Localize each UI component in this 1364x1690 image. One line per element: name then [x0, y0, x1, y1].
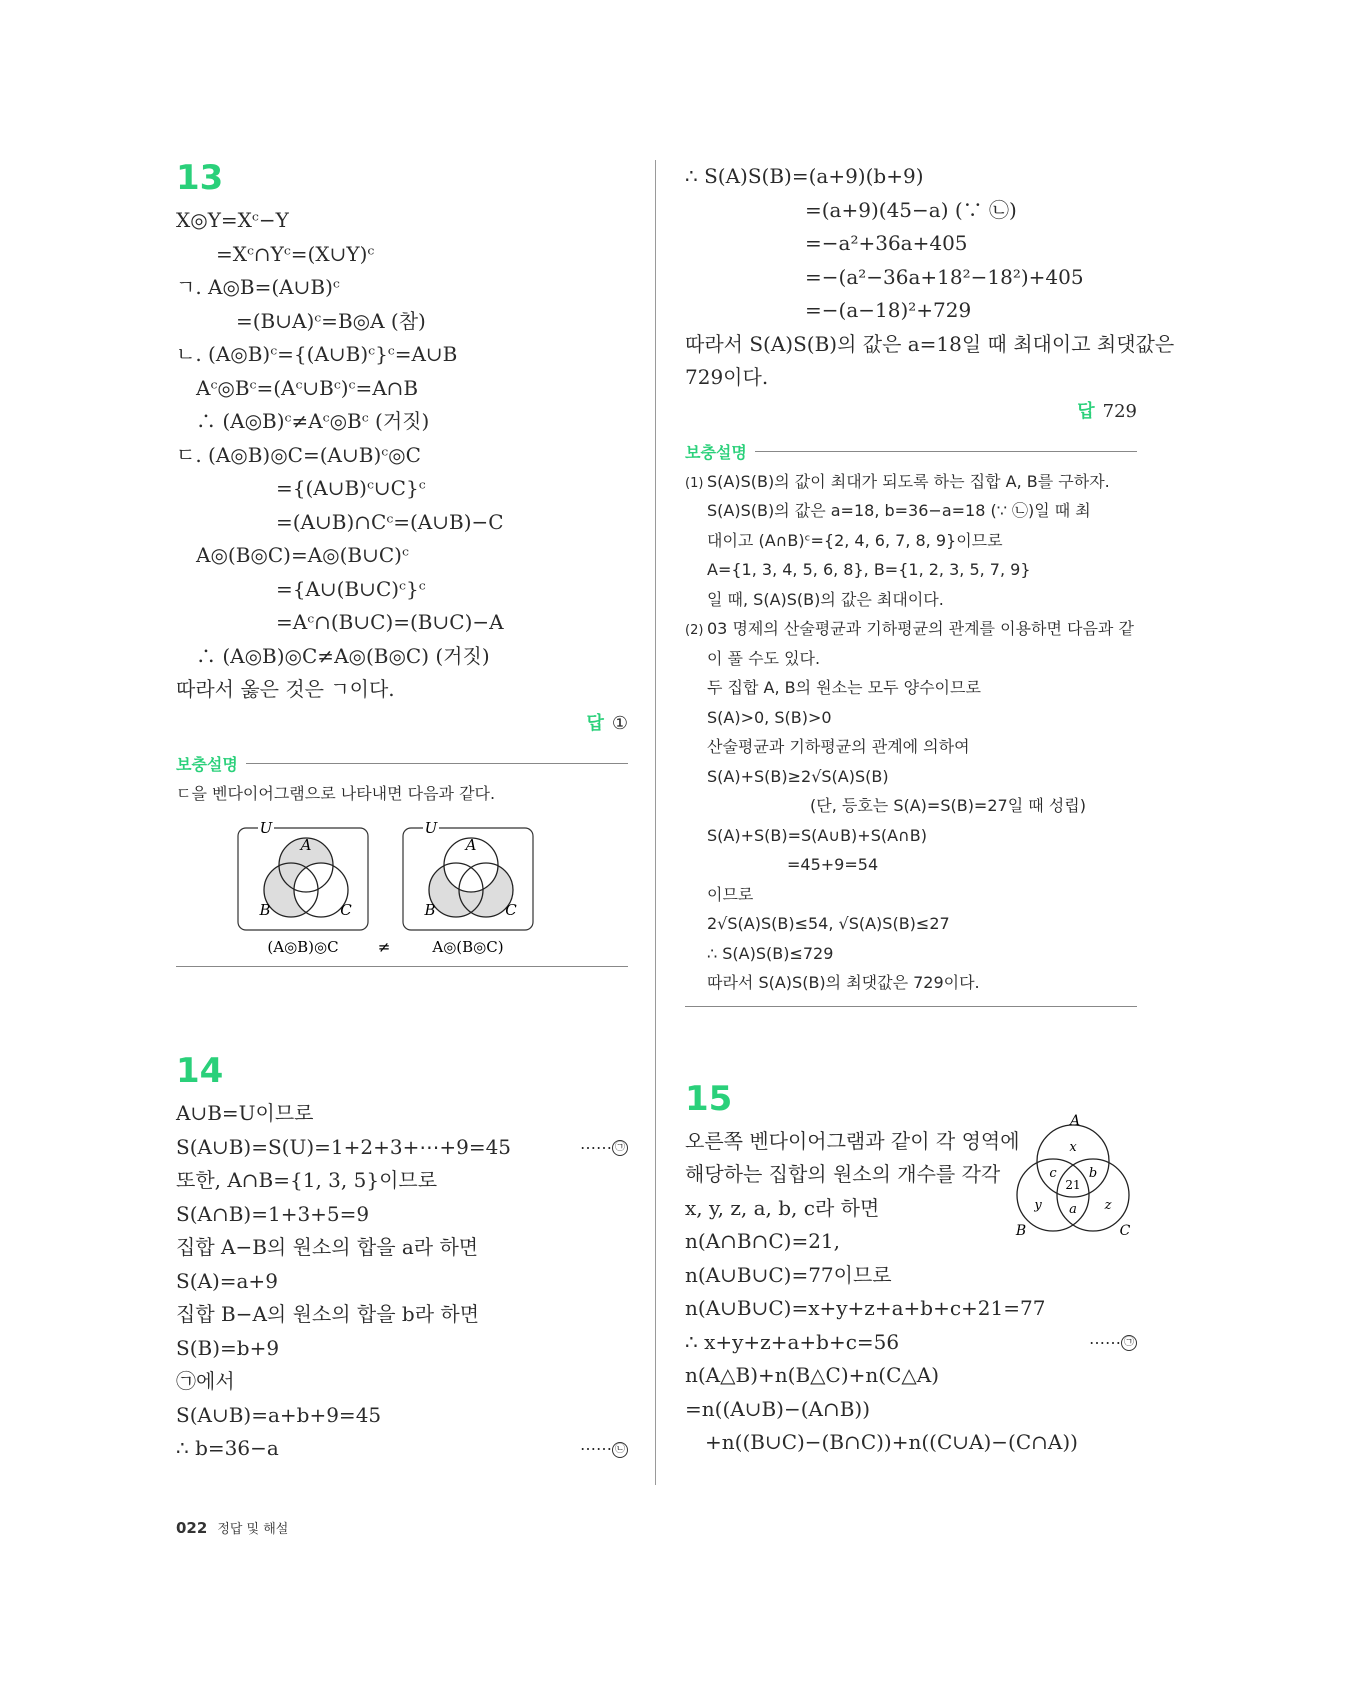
supplement-text: 산술평균과 기하평균의 관계에 의하여	[707, 737, 970, 756]
problem-13-answer	[176, 707, 628, 741]
solution-line: =Xᶜ∩Yᶜ=(X∪Y)ᶜ	[176, 241, 375, 266]
supplement-line	[685, 496, 1137, 526]
solution-line	[176, 1399, 628, 1433]
supplement-title: 보충설명	[685, 443, 747, 462]
marker-dots: ⋯⋯	[580, 1137, 612, 1157]
supplement-text: S(A)>0, S(B)>0	[707, 707, 832, 727]
venn15-a: A	[1069, 1112, 1081, 1129]
solution-line	[685, 1393, 1137, 1427]
solution-line: A◎(B◎C)=A◎(B∪C)ᶜ	[176, 543, 409, 567]
supplement-text: 대이고 (A∩B)ᶜ={2, 4, 6, 7, 8, 9}이므로	[707, 530, 1003, 550]
solution-line: ㄷ. (A◎B)◎C=(A∪B)ᶜ◎C	[176, 442, 421, 467]
equation-marker	[1089, 1326, 1137, 1360]
solution-line: ㄱ. A◎B=(A∪B)ᶜ	[176, 275, 340, 299]
marker-dots: ⋯⋯	[1089, 1332, 1121, 1352]
marker-label: ㉠	[612, 1140, 628, 1156]
solution-text: +n((B∪C)−(B∩C))+n((C∪A)−(C∩A))	[685, 1430, 1078, 1454]
supplement-line	[685, 673, 1137, 703]
solution-text: =n((A∪B)−(A∩B))	[685, 1396, 871, 1421]
supplement-text: ∴ S(A)S(B)≤729	[707, 943, 834, 963]
venn15-x: x	[1069, 1139, 1077, 1155]
solution-text: 오른쪽 벤다이어그램과 같이 각 영역에	[685, 1128, 1020, 1153]
solution-text: ㉠에서	[176, 1369, 235, 1393]
left-column	[176, 160, 628, 1466]
solution-line: ∴ S(A)S(B)=(a+9)(b+9)	[685, 164, 924, 188]
solution-line: =−a²+36a+405	[685, 231, 968, 255]
solution-line: ㄴ. (A◎B)ᶜ={(A∪B)ᶜ}ᶜ=A∪B	[176, 342, 458, 366]
supplement-line	[685, 968, 1137, 998]
solution-line: =(a+9)(45−a) (∵ ㉡)	[685, 197, 1017, 222]
supplement-line	[685, 880, 1137, 910]
supplement-text: ㄷ을 벤다이어그램으로 나타내면 다음과 같다.	[176, 783, 496, 803]
supplement-text: S(A)S(B)의 값은 a=18, b=36−a=18 (∵ ㉡)일 때 최	[707, 501, 1091, 520]
supplement-text: A={1, 3, 4, 5, 6, 8}, B={1, 2, 3, 5, 7, 9}	[707, 560, 1031, 579]
solution-line	[176, 1198, 628, 1232]
solution-text: S(A∪B)=S(U)=1+2+3+⋯+9=45	[176, 1134, 512, 1159]
supplement-line	[685, 644, 1137, 674]
venn-right-b-label: B	[424, 901, 436, 919]
solution-text: 집합 A−B의 원소의 합을 a라 하면	[176, 1235, 479, 1259]
solution-line	[176, 1265, 628, 1299]
venn15-c: C	[1119, 1222, 1131, 1239]
answer-label: 답	[586, 712, 604, 734]
supplement-header-14	[685, 437, 1137, 467]
supplement-line	[685, 762, 1137, 792]
solution-line: =−(a−18)²+729	[685, 298, 972, 322]
solution-line: ∴ (A◎B)ᶜ≠Aᶜ◎Bᶜ (거짓)	[176, 409, 430, 433]
venn15-c-region: c	[1049, 1165, 1057, 1181]
supplement-text: S(A)+S(B)=S(A∪B)+S(A∩B)	[707, 825, 927, 845]
solution-line: =(A∪B)∩Cᶜ=(A∪B)−C	[176, 509, 504, 534]
supplement-line	[685, 791, 1137, 821]
solution-text: ∴ b=36−a	[176, 1436, 279, 1460]
venn-neq: ≠	[377, 938, 391, 956]
solution-text: x, y, z, a, b, c라 하면	[685, 1195, 880, 1220]
supplement-text: 두 집합 A, B의 원소는 모두 양수이므로	[707, 678, 981, 697]
supplement-text: 2√S(A)S(B)≤54, √S(A)S(B)≤27	[707, 914, 950, 933]
solution-line: X◎Y=Xᶜ−Y	[176, 208, 289, 232]
venn-right-u-label: U	[424, 819, 438, 837]
supplement-header	[176, 749, 628, 779]
page-footer	[176, 1518, 288, 1537]
supplement-title: 보충설명	[176, 755, 238, 774]
solution-line	[176, 1164, 628, 1198]
solution-text: S(A∩B)=1+3+5=9	[176, 1201, 370, 1226]
supplement-text: (단, 등호는 S(A)=S(B)=27일 때 성립)	[810, 796, 1086, 815]
solution-line: =−(a²−36a+18²−18²)+405	[685, 264, 1084, 289]
marker-label: ㉠	[1121, 1335, 1137, 1351]
venn15-a-region: a	[1069, 1201, 1077, 1217]
supplement-line	[685, 585, 1137, 615]
venn15-z: z	[1104, 1197, 1112, 1213]
answer-label: 답	[1077, 400, 1095, 422]
solution-text: 또한, A∩B={1, 3, 5}이므로	[176, 1168, 438, 1192]
venn15-center: 21	[1065, 1177, 1081, 1192]
solution-line: 따라서 S(A)S(B)의 값은 a=18일 때 최대이고 최댓값은	[685, 331, 1175, 356]
venn-left-caption: (A◎B)◎C	[267, 938, 339, 956]
solution-text: A∪B=U이므로	[176, 1101, 314, 1125]
marker-dots: ⋯⋯	[580, 1439, 612, 1458]
problem-14-solution-cont	[685, 160, 1175, 395]
solution-line	[685, 1259, 1137, 1293]
supplement-number: (2)	[685, 623, 704, 638]
solution-line: 따라서 옳은 것은 ㄱ이다.	[176, 677, 395, 701]
venn-right	[403, 819, 533, 930]
solution-line	[176, 1332, 628, 1366]
solution-text: n(A∩B∩C)=21,	[685, 1229, 841, 1253]
solution-text: 집합 B−A의 원소의 합을 b라 하면	[176, 1302, 480, 1326]
venn-left-u-label: U	[259, 819, 273, 837]
solution-line	[685, 1326, 1137, 1360]
solution-line	[685, 1292, 1137, 1326]
solution-text: ∴ x+y+z+a+b+c=56	[685, 1329, 900, 1354]
supplement-line	[685, 614, 1137, 644]
solution-line	[176, 1298, 628, 1332]
solution-line	[685, 1359, 1137, 1393]
solution-line: ={A∪(B∪C)ᶜ}ᶜ	[176, 576, 426, 601]
problem-14-supplement	[685, 467, 1137, 998]
solution-line	[176, 1131, 628, 1165]
supplement-text: 03 명제의 산술평균과 기하평균의 관계를 이용하면 다음과 같	[707, 619, 1134, 638]
solution-line: =Aᶜ∩(B∪C)=(B∪C)−A	[176, 610, 504, 634]
venn-right-c-label: C	[505, 901, 517, 919]
solution-line	[176, 1231, 628, 1265]
venn-left-b-label: B	[259, 901, 271, 919]
venn-comparison-figure	[176, 808, 628, 958]
solution-line: ={(A∪B)ᶜ∪C}ᶜ	[176, 476, 426, 500]
problem-13-number: 13	[176, 158, 224, 198]
solution-line: ∴ (A◎B)◎C≠A◎(B◎C) (거짓)	[176, 643, 490, 668]
solution-line	[176, 1365, 628, 1399]
supplement-line	[685, 732, 1137, 762]
solution-text: S(A)=a+9	[176, 1268, 278, 1293]
supplement-text: S(A)S(B)의 값이 최대가 되도록 하는 집합 A, B를 구하자.	[707, 471, 1110, 491]
supplement-line	[685, 909, 1137, 939]
solution-line: =(B∪A)ᶜ=B◎A (참)	[176, 308, 426, 333]
solution-line: 729이다.	[685, 365, 769, 389]
supplement-number: (1)	[685, 475, 704, 491]
supplement-text: 이 풀 수도 있다.	[707, 648, 821, 668]
supplement-line	[685, 821, 1137, 851]
solution-line: Aᶜ◎Bᶜ=(Aᶜ∪Bᶜ)ᶜ=A∩B	[176, 375, 419, 400]
venn-right-a-label: A	[465, 836, 477, 854]
supplement-line	[685, 939, 1137, 969]
problem-14-answer	[685, 395, 1137, 429]
venn-left-c-label: C	[340, 901, 352, 919]
solution-line	[176, 1097, 628, 1131]
supplement-text: S(A)+S(B)≥2√S(A)S(B)	[707, 766, 889, 786]
solution-text: S(B)=b+9	[176, 1335, 280, 1360]
page-number: 022	[176, 1519, 208, 1537]
venn15-b-region: b	[1088, 1165, 1098, 1181]
supplement-text: =45+9=54	[707, 855, 879, 874]
solution-line	[685, 1426, 1137, 1460]
supplement-line	[685, 555, 1137, 585]
footer-title: 정답 및 해설	[217, 1522, 289, 1537]
solution-text: S(A∪B)=a+b+9=45	[176, 1402, 382, 1427]
venn-right-caption: A◎(B◎C)	[432, 938, 504, 956]
problem-13-solution	[176, 204, 628, 707]
venn15-y: y	[1034, 1197, 1042, 1213]
venn15-b: B	[1015, 1222, 1027, 1239]
supplement-line	[685, 703, 1137, 733]
answer-value: ①	[611, 712, 628, 734]
problem-15-number: 15	[685, 1078, 733, 1119]
venn-left-a-label: A	[300, 836, 312, 854]
column-divider	[655, 160, 656, 1485]
solution-line	[176, 1432, 628, 1466]
right-column	[685, 160, 1175, 1460]
venn-left	[238, 819, 368, 930]
supplement-line	[685, 467, 1137, 497]
problem-14-number: 14	[176, 1051, 224, 1091]
problem-14-solution	[176, 1097, 628, 1466]
supplement-line	[685, 526, 1137, 556]
problem-15-venn	[1003, 1113, 1143, 1243]
solution-text: n(A∪B∪C)=77이므로	[685, 1262, 892, 1287]
supplement-line	[685, 850, 1137, 880]
equation-marker	[580, 1432, 628, 1466]
answer-value: 729	[1102, 400, 1137, 422]
supplement-text: 따라서 S(A)S(B)의 최댓값은 729이다.	[707, 973, 980, 992]
solution-text: n(A∪B∪C)=x+y+z+a+b+c+21=77	[685, 1296, 1046, 1320]
solution-text: 해당하는 집합의 원소의 개수를 각각	[685, 1162, 1001, 1186]
supplement-text: 이므로	[707, 884, 754, 904]
equation-marker	[580, 1131, 628, 1165]
solution-text: n(A△B)+n(B△C)+n(C△A)	[685, 1363, 940, 1387]
supplement-text: 일 때, S(A)S(B)의 값은 최대이다.	[707, 589, 944, 609]
marker-label: ㉡	[612, 1442, 628, 1458]
